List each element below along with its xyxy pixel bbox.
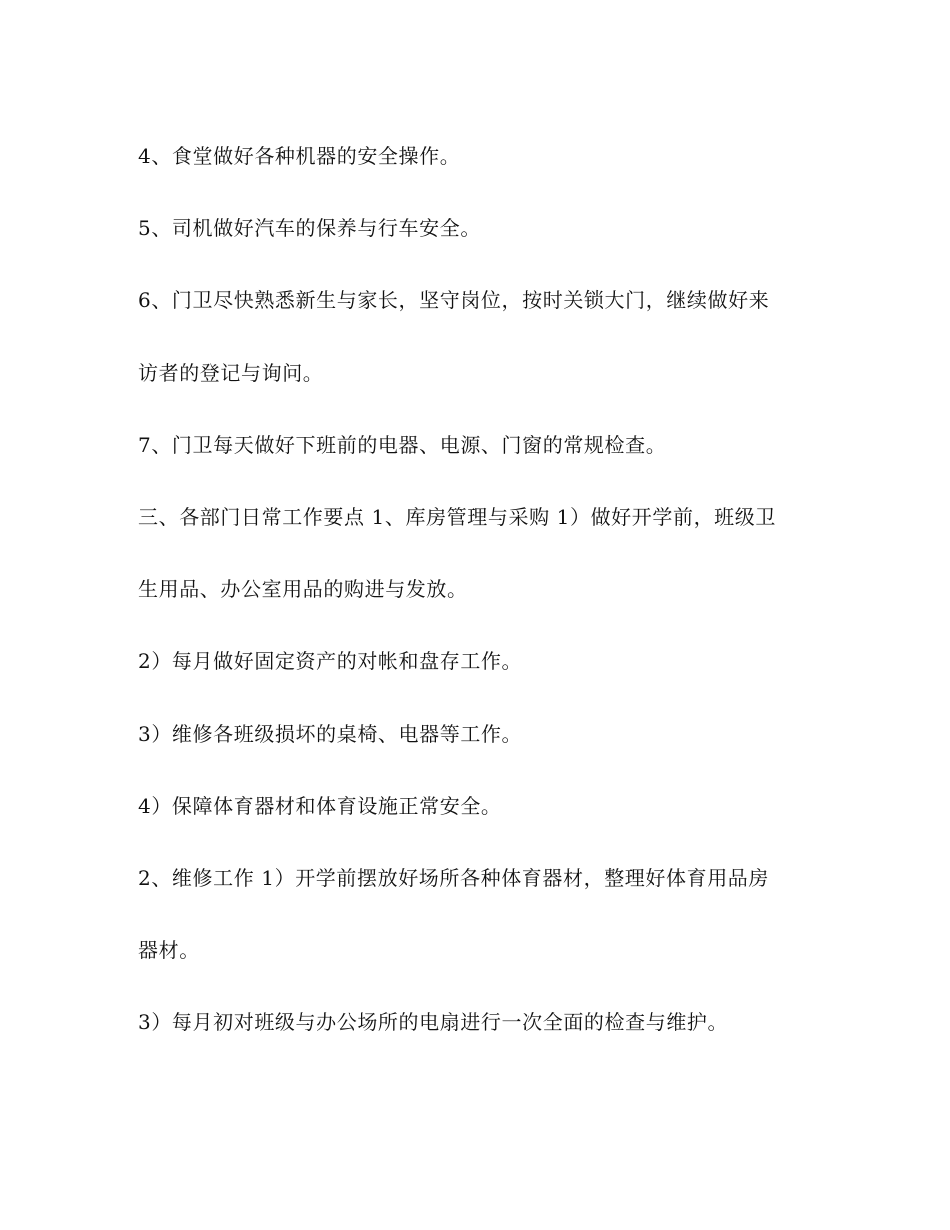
text-line-maintenance-work-cont: 器材。 bbox=[138, 938, 200, 963]
text-line-asset-inventory: 2）每月做好固定资产的对帐和盘存工作。 bbox=[138, 649, 523, 674]
text-line-repair-furniture: 3）维修各班级损坏的桌椅、电器等工作。 bbox=[138, 721, 523, 746]
text-line-guard-daily-check: 7、门卫每天做好下班前的电器、电源、门窗的常规检查。 bbox=[138, 432, 667, 457]
text-line-section-three-cont: 生用品、办公室用品的购进与发放。 bbox=[138, 577, 468, 602]
text-line-section-three-heading: 三、各部门日常工作要点 1、库房管理与采购 1）做好开学前，班级卫 bbox=[138, 504, 776, 529]
text-line-maintenance-work: 2、维修工作 1）开学前摆放好场所各种体育器材，整理好体育用品房 bbox=[138, 865, 770, 890]
text-line-guard-duties-cont: 访者的登记与询问。 bbox=[138, 360, 324, 385]
text-line-fan-inspection: 3）每月初对班级与办公场所的电扇进行一次全面的检查与维护。 bbox=[138, 1010, 729, 1035]
text-line-canteen-safety: 4、食堂做好各种机器的安全操作。 bbox=[138, 144, 461, 168]
text-line-guard-duties: 6、门卫尽快熟悉新生与家长，坚守岗位，按时关锁大门，继续做好来 bbox=[138, 288, 770, 313]
text-line-driver-safety: 5、司机做好汽车的保养与行车安全。 bbox=[138, 216, 481, 241]
text-line-sports-equipment: 4）保障体育器材和体育设施正常安全。 bbox=[138, 793, 502, 818]
document-body bbox=[138, 138, 818, 1076]
